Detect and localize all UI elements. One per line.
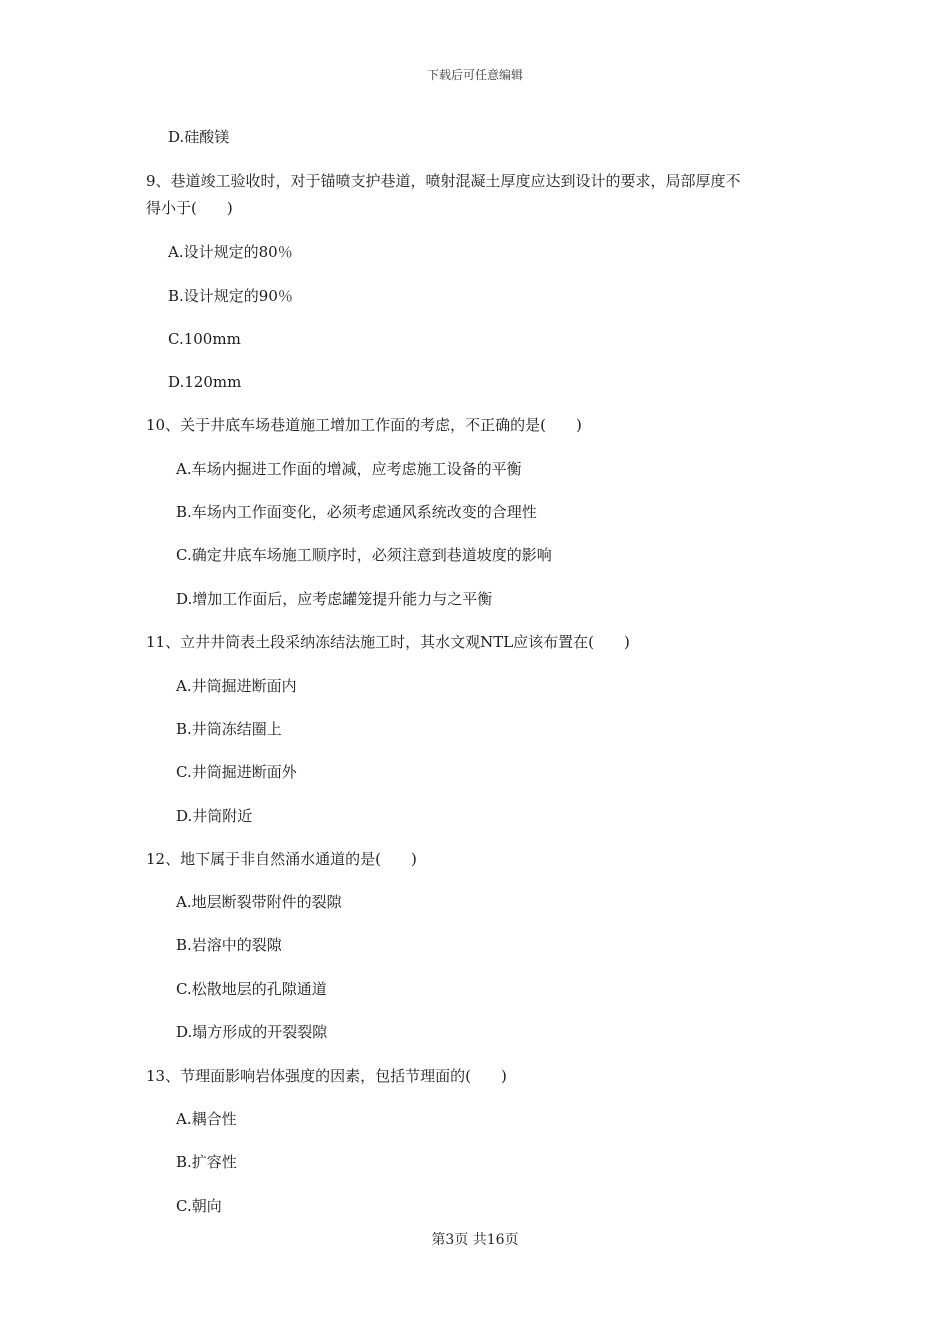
option-10-b: B.车场内工作面变化，必须考虑通风系统改变的合理性 bbox=[176, 503, 537, 521]
option-11-a: A.井筒掘进断面内 bbox=[176, 677, 297, 695]
question-9-continued: 得小于( ) bbox=[146, 199, 233, 217]
page-footer: 第3页 共16页 bbox=[431, 1232, 519, 1248]
option-12-d: D.塌方形成的开裂裂隙 bbox=[176, 1023, 328, 1041]
option-10-d: D.增加工作面后，应考虑罐笼提升能力与之平衡 bbox=[176, 590, 493, 608]
option-12-b: B.岩溶中的裂隙 bbox=[176, 936, 282, 954]
option-11-d: D.井筒附近 bbox=[176, 807, 253, 825]
option-10-c: C.确定井底车场施工顺序时，必须注意到巷道坡度的影响 bbox=[176, 546, 552, 564]
option-13-a: A.耦合性 bbox=[176, 1110, 237, 1128]
option-9-a: A.设计规定的80％ bbox=[168, 243, 293, 261]
option-13-c: C.朝向 bbox=[176, 1197, 222, 1215]
option-12-a: A.地层断裂带附件的裂隙 bbox=[176, 893, 342, 911]
option-9-b: B.设计规定的90％ bbox=[168, 287, 293, 305]
question-11: 11、立井井筒表土段采纳冻结法施工时，其水文观NTL应该布置在( ) bbox=[146, 633, 630, 651]
option-9-c: C.100mm bbox=[168, 330, 241, 348]
option-8-d: D.硅酸镁 bbox=[168, 128, 230, 146]
question-12: 12、地下属于非自然涌水通道的是( ) bbox=[146, 850, 417, 868]
page-header: 下载后可任意编辑 bbox=[426, 68, 523, 82]
question-10: 10、关于井底车场巷道施工增加工作面的考虑，不正确的是( ) bbox=[146, 416, 582, 434]
option-13-b: B.扩容性 bbox=[176, 1153, 237, 1171]
option-12-c: C.松散地层的孔隙通道 bbox=[176, 980, 327, 998]
question-13: 13、节理面影响岩体强度的因素，包括节理面的( ) bbox=[146, 1067, 507, 1085]
option-10-a: A.车场内掘进工作面的增减，应考虑施工设备的平衡 bbox=[176, 460, 522, 478]
question-9: 9、巷道竣工验收时，对于锚喷支护巷道，喷射混凝土厚度应达到设计的要求，局部厚度不 bbox=[146, 172, 741, 190]
option-9-d: D.120mm bbox=[168, 373, 242, 391]
option-11-c: C.井筒掘进断面外 bbox=[176, 763, 297, 781]
option-11-b: B.井筒冻结圈上 bbox=[176, 720, 282, 738]
